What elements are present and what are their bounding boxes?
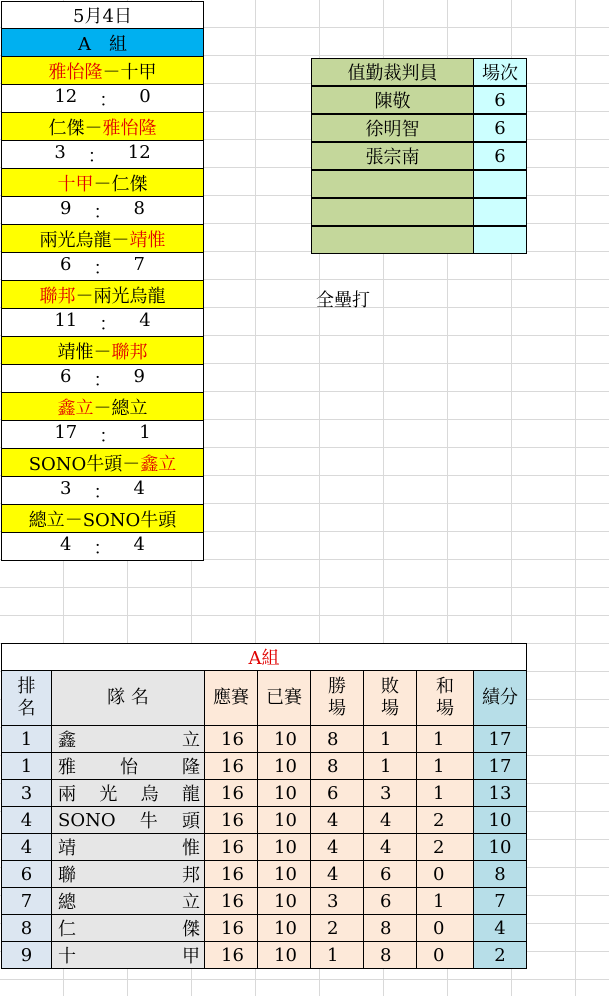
standings-wins-cell[interactable] [310,887,364,915]
standings-played: 10 [274,944,297,966]
standings-wins: 2 [327,917,339,939]
header-wins[interactable] [310,670,364,726]
score-b: 4 [133,477,145,499]
referee-count-cell[interactable] [473,226,527,254]
score-colon: ： [93,369,112,391]
standings-points-cell[interactable] [473,887,527,915]
standings-draws-cell[interactable] [416,860,474,888]
standings-wins: 1 [327,944,339,966]
header-played-label: 已賽 [266,687,302,708]
header-scheduled[interactable] [204,670,258,726]
standings-draws: 0 [433,863,445,885]
header-team[interactable] [51,670,205,726]
standings-played: 10 [274,863,297,885]
referee-name-cell[interactable] [311,226,474,254]
standings-wins-cell[interactable] [310,914,364,942]
standings-rank: 7 [20,890,33,912]
referee-name-cell[interactable]: 張宗南 [311,142,474,170]
standings-points: 10 [488,836,512,858]
standings-points-cell[interactable] [473,779,527,807]
team-name-part: 兩 [58,784,76,805]
separator: － [93,173,112,195]
score-line [54,310,150,336]
referee-count-cell[interactable]: 6 [473,114,527,142]
standings-draws-cell[interactable] [416,914,474,942]
referee-header-count[interactable]: 場次 [473,58,527,86]
header-char: 勝 [328,676,346,697]
standings-draws: 1 [433,782,445,804]
away-team: 總立 [111,397,148,419]
standings-scheduled: 16 [221,782,244,804]
standings-rank: 1 [20,728,33,750]
standings-played-cell[interactable] [257,914,311,942]
score-line [54,142,150,168]
standings-points: 2 [494,944,506,966]
header-losses[interactable] [363,670,417,726]
header-char: 場 [436,698,454,719]
score-colon: ： [93,201,112,223]
header-rank[interactable] [1,670,52,726]
standings-wins-cell[interactable] [310,752,364,780]
team-name-part: 聯 [58,865,76,886]
team-name-part: 隆 [182,757,200,778]
standings-team-cell[interactable] [51,725,205,753]
standings-points-cell[interactable] [473,833,527,861]
standings-played-cell[interactable] [257,806,311,834]
score-a: 4 [60,533,72,555]
standings-played-cell[interactable] [257,833,311,861]
header-draws-label [436,676,454,720]
standings-points-cell[interactable] [473,914,527,942]
standings-wins: 4 [327,809,339,831]
standings-losses-cell[interactable] [363,779,417,807]
standings-scheduled: 16 [221,836,244,858]
date-cell[interactable]: 5月4日 [1,1,204,29]
standings-rank-cell[interactable] [1,779,52,807]
standings-played-cell[interactable] [257,941,311,969]
standings-wins-cell[interactable] [310,860,364,888]
separator: － [64,509,83,531]
referee-header-name[interactable]: 值勤裁判員 [311,58,474,86]
score-cell[interactable] [1,421,204,449]
home-run-note[interactable]: 全壘打 [316,290,370,311]
score-b: 9 [133,365,145,387]
standings-played: 10 [274,755,297,777]
standings-scheduled-cell[interactable] [204,725,258,753]
referee-count-cell[interactable]: 6 [473,142,527,170]
standings-draws: 0 [433,944,445,966]
matchup-cell[interactable] [1,449,204,477]
standings-wins-cell[interactable] [310,806,364,834]
matchup-cell[interactable] [1,57,204,85]
standings-played: 10 [274,809,297,831]
team-name-part: 惟 [182,838,200,859]
matchup-cell[interactable] [1,337,204,365]
separator: － [84,117,103,139]
standings-team-cell[interactable] [51,806,205,834]
score-b: 12 [127,141,151,163]
score-line [60,198,145,224]
home-team: 仁傑 [48,117,85,139]
standings-rank: 4 [20,809,33,831]
team-name-part: SONO [58,809,116,831]
score-a: 6 [60,365,72,387]
score-a: 3 [54,141,66,163]
header-char: 和 [436,676,454,697]
referee-name-cell[interactable] [311,198,474,226]
matchup-cell[interactable] [1,393,204,421]
referee-name-cell[interactable]: 陳敬 [311,86,474,114]
standings-wins: 3 [327,890,339,912]
score-cell[interactable] [1,533,204,561]
score-cell[interactable] [1,141,204,169]
header-char: 名 [17,698,36,719]
standings-losses: 6 [380,863,392,885]
standings-rank: 3 [20,782,33,804]
standings-title[interactable]: A組 [1,643,527,671]
standings-wins: 6 [327,782,339,804]
score-a: 12 [54,85,78,107]
standings-scheduled-cell[interactable] [204,941,258,969]
standings-played-cell[interactable] [257,725,311,753]
team-name-part: 靖 [58,838,76,859]
away-team: 雅怡隆 [102,117,157,139]
team-name-part: 牛 [139,811,158,832]
standings-points-cell[interactable] [473,725,527,753]
standings-losses: 8 [380,917,392,939]
standings-scheduled: 16 [221,944,244,966]
score-line [60,254,145,280]
team-name-part: 總 [58,892,76,913]
matchup-cell[interactable] [1,505,204,533]
group-cell[interactable]: A 組 [1,29,204,57]
standings-played: 10 [274,782,297,804]
standings-scheduled-cell[interactable] [204,860,258,888]
standings-points-cell[interactable] [473,806,527,834]
team-name-part: 仁 [58,919,76,940]
standings-draws: 1 [433,890,445,912]
standings-scheduled: 16 [221,755,244,777]
standings-draws-cell[interactable] [416,833,474,861]
header-char: 敗 [381,676,399,697]
standings-played-cell[interactable] [257,887,311,915]
standings-rank-cell[interactable] [1,941,52,969]
standings-points: 13 [488,782,512,804]
score-colon: ： [99,425,118,447]
team-name-part: 邦 [182,865,200,886]
away-team: 十甲 [120,61,157,83]
standings-scheduled-cell[interactable] [204,914,258,942]
team-name-part: 光 [99,784,118,805]
score-colon: ： [93,257,112,279]
standings-scheduled: 16 [221,863,244,885]
standings-team-cell[interactable] [51,833,205,861]
referee-count-cell[interactable] [473,198,527,226]
score-colon: ： [99,313,118,335]
score-cell[interactable] [1,253,204,281]
score-b: 8 [133,197,145,219]
referee-name-cell[interactable]: 徐明智 [311,114,474,142]
score-b: 1 [139,421,151,443]
score-b: 4 [133,533,145,555]
standings-team-cell[interactable] [51,860,205,888]
header-char: 排 [17,676,36,697]
away-team: SONO牛頭 [82,509,177,531]
standings-scheduled: 16 [221,917,244,939]
standings-played-cell[interactable] [257,752,311,780]
standings-losses: 6 [380,890,392,912]
score-line [54,422,150,448]
standings-draws-cell[interactable] [416,941,474,969]
standings-rank: 6 [20,863,33,885]
standings-points: 17 [488,755,512,777]
score-colon: ： [93,481,112,503]
standings-draws: 0 [433,917,445,939]
standings-played: 10 [274,917,297,939]
score-cell[interactable] [1,309,204,337]
standings-draws-cell[interactable] [416,725,474,753]
team-name-part: 鑫 [58,730,76,751]
header-rank-label [18,676,36,720]
header-wins-label [328,676,346,720]
matchup-cell[interactable] [1,281,204,309]
score-b: 0 [139,85,151,107]
standings-rank: 9 [20,944,33,966]
separator: － [93,341,112,363]
standings-team-cell[interactable] [51,779,205,807]
standings-rank-cell[interactable] [1,725,52,753]
standings-points: 7 [494,890,506,912]
standings-draws-cell[interactable] [416,752,474,780]
standings-losses: 4 [380,809,392,831]
team-name-part: 立 [182,892,200,913]
standings-points-cell[interactable] [473,941,527,969]
score-a: 3 [60,477,72,499]
standings-points: 4 [494,917,506,939]
header-losses-label [381,676,399,720]
standings-wins-cell[interactable] [310,833,364,861]
home-team: 聯邦 [39,285,76,307]
score-cell[interactable] [1,197,204,225]
standings-played: 10 [274,890,297,912]
score-line [54,86,150,112]
standings-wins: 8 [327,755,339,777]
standings-rank-cell[interactable] [1,833,52,861]
standings-losses: 3 [380,782,392,804]
score-cell[interactable] [1,85,204,113]
home-team: SONO牛頭 [28,453,123,475]
standings-draws-cell[interactable] [416,779,474,807]
standings-scheduled: 16 [221,809,244,831]
header-team-label: 隊 名 [107,687,149,708]
team-name-part: 烏 [140,784,159,805]
separator: － [122,453,141,475]
standings-points: 8 [494,863,506,885]
away-team: 靖惟 [129,229,166,251]
standings-wins-cell[interactable] [310,941,364,969]
score-colon: ： [99,89,118,111]
standings-points: 10 [488,809,512,831]
matchup-cell[interactable] [1,113,204,141]
away-team: 聯邦 [111,341,148,363]
standings-draws: 2 [433,809,445,831]
separator: － [102,61,121,83]
score-line [60,366,145,392]
standings-rank: 4 [20,836,33,858]
matchup-cell[interactable] [1,169,204,197]
home-team: 總立 [28,509,65,531]
standings-wins: 4 [327,863,339,885]
away-team: 兩光烏龍 [93,285,166,307]
standings-scheduled-cell[interactable] [204,752,258,780]
standings-rank: 1 [20,755,33,777]
score-a: 9 [60,197,72,219]
away-team: 鑫立 [140,453,177,475]
score-line [60,534,145,560]
standings-team-cell[interactable] [51,914,205,942]
referee-count-cell[interactable] [473,170,527,198]
separator: － [111,229,130,251]
standings-draws: 2 [433,836,445,858]
score-colon: ： [93,537,112,559]
standings-played-cell[interactable] [257,860,311,888]
standings-played: 10 [274,836,297,858]
standings-scheduled: 16 [221,890,244,912]
standings-losses-cell[interactable] [363,725,417,753]
score-line [60,478,145,504]
matchup-cell[interactable] [1,225,204,253]
standings-losses-cell[interactable] [363,941,417,969]
standings-rank-cell[interactable] [1,806,52,834]
header-char: 場 [381,698,399,719]
standings-team-cell[interactable] [51,941,205,969]
standings-losses: 4 [380,836,392,858]
team-name-part: 怡 [120,757,138,778]
score-cell[interactable] [1,365,204,393]
score-colon: ： [87,145,106,167]
header-points-label: 績分 [482,687,518,708]
standings-losses-cell[interactable] [363,887,417,915]
team-name-part: 立 [182,730,200,751]
standings-draws: 1 [433,755,445,777]
standings-wins-cell[interactable] [310,779,364,807]
standings-scheduled-cell[interactable] [204,833,258,861]
standings-team-cell[interactable] [51,752,205,780]
score-a: 17 [54,421,78,443]
standings-rank-cell[interactable] [1,887,52,915]
home-team: 鑫立 [57,397,94,419]
standings-losses-cell[interactable] [363,806,417,834]
standings-losses-cell[interactable] [363,752,417,780]
referee-name-cell[interactable] [311,170,474,198]
team-name-part: 甲 [182,946,200,967]
score-a: 6 [60,253,72,275]
standings-team-cell[interactable] [51,887,205,915]
header-played[interactable] [257,670,311,726]
standings-played-cell[interactable] [257,779,311,807]
team-name-part: 龍 [181,784,200,805]
home-team: 靖惟 [57,341,94,363]
standings-losses-cell[interactable] [363,860,417,888]
standings-rank-cell[interactable] [1,914,52,942]
standings-wins-cell[interactable] [310,725,364,753]
standings-rank-cell[interactable] [1,860,52,888]
standings-points-cell[interactable] [473,860,527,888]
team-name-part: 雅 [58,757,76,778]
standings-points-cell[interactable] [473,752,527,780]
home-team: 十甲 [57,173,94,195]
team-name-part: 頭 [181,811,200,832]
score-a: 11 [54,309,78,331]
separator: － [75,285,94,307]
standings-losses-cell[interactable] [363,833,417,861]
header-points[interactable] [473,670,527,726]
score-cell[interactable] [1,477,204,505]
team-name-part: 十 [58,946,76,967]
header-draws[interactable] [416,670,474,726]
header-scheduled-label: 應賽 [213,687,249,708]
standings-played: 10 [274,728,297,750]
score-b: 7 [133,253,145,275]
header-char: 場 [328,698,346,719]
score-b: 4 [139,309,151,331]
standings-draws-cell[interactable] [416,806,474,834]
standings-rank-cell[interactable] [1,752,52,780]
home-team: 雅怡隆 [48,61,103,83]
standings-scheduled-cell[interactable] [204,806,258,834]
standings-losses: 1 [380,728,392,750]
home-team: 兩光烏龍 [39,229,112,251]
standings-losses: 1 [380,755,392,777]
standings-wins: 8 [327,728,339,750]
standings-scheduled: 16 [221,728,244,750]
separator: － [93,397,112,419]
standings-rank: 8 [20,917,33,939]
standings-losses: 8 [380,944,392,966]
standings-points: 17 [488,728,512,750]
away-team: 仁傑 [111,173,148,195]
standings-wins: 4 [327,836,339,858]
standings-draws: 1 [433,728,445,750]
standings-scheduled-cell[interactable] [204,779,258,807]
referee-count-cell[interactable]: 6 [473,86,527,114]
standings-draws-cell[interactable] [416,887,474,915]
standings-scheduled-cell[interactable] [204,887,258,915]
team-name-part: 傑 [182,919,200,940]
standings-losses-cell[interactable] [363,914,417,942]
